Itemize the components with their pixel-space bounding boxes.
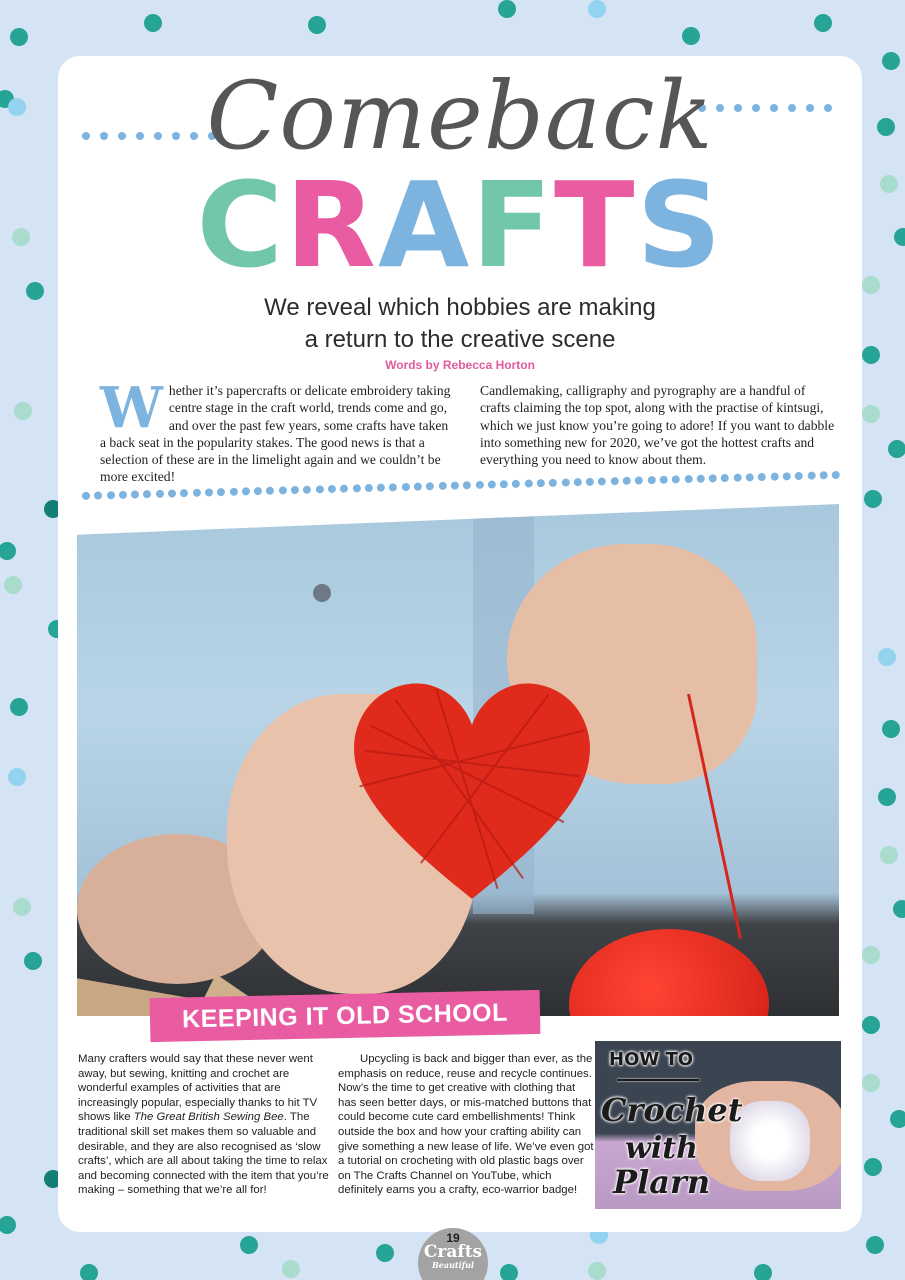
magazine-logo-sub: Beautiful: [432, 1260, 474, 1270]
polka-dot: [588, 0, 606, 18]
polka-dot: [877, 118, 895, 136]
video-thumbnail-crochet-plarn[interactable]: [595, 1041, 841, 1209]
yarn-heart-icon: [342, 674, 602, 904]
polka-dot: [878, 788, 896, 806]
intro-column-1: [100, 375, 456, 486]
intro-text: hether it’s papercrafts or delicate embroidery taking centre stage in the craft world, trends come and go, and over the past few years, some crafts have taken a back seat in the popularity stakes. The good news is that a selection of these are in the limelight again and we couldn’t be more excited!: [100, 383, 451, 485]
polka-dot: [498, 0, 516, 18]
show-title: The Great British Sewing Bee: [133, 1111, 284, 1124]
polka-dot: [4, 576, 22, 594]
polka-dot: [10, 698, 28, 716]
polka-dot: [376, 1244, 394, 1262]
polka-dot: [862, 346, 880, 364]
polka-dot: [8, 98, 26, 116]
body-column-1: Many crafters would say that these never went away, but sewing, knitting and crochet are wonderful examples of activities that are increasingly popular, especially thanks to hit TV shows like The Great British Sewing Bee. The traditional skill set makes them so valuable and desirable, and they are also recognised as ‘slow crafts’, which are all about taking the time to relax and becoming connected with the item that you’re making – something that we’re all for!: [78, 1053, 329, 1197]
polka-dot: [80, 1264, 98, 1280]
thumb-text: Crochet: [601, 1091, 743, 1129]
polka-dot: [862, 1016, 880, 1034]
title-letter: A: [378, 156, 472, 294]
page-folio: [418, 1228, 488, 1280]
title-letter: C: [196, 156, 286, 294]
polka-dot: [864, 1158, 882, 1176]
title-letter: S: [636, 156, 724, 294]
section-heading: KEEPING IT OLD SCHOOL: [150, 990, 541, 1042]
standfirst: [58, 292, 862, 356]
polka-dot: [862, 276, 880, 294]
standfirst-line: a return to the creative scene: [304, 326, 616, 353]
title-letter: T: [553, 156, 637, 294]
article-card: [58, 56, 862, 1232]
polka-dot: [862, 1074, 880, 1092]
standfirst-line: We reveal which hobbies are making: [264, 294, 656, 321]
page-number: 19: [446, 1231, 460, 1245]
byline: Words by Rebecca Horton: [385, 358, 535, 372]
polka-dot: [682, 27, 700, 45]
title-letter: F: [471, 156, 554, 294]
polka-dot: [862, 946, 880, 964]
polka-dot: [8, 768, 26, 786]
polka-dot: [308, 16, 326, 34]
polka-dot: [814, 14, 832, 32]
magazine-logo: Crafts: [423, 1242, 483, 1262]
polka-dot: [500, 1264, 518, 1280]
thumb-text: Plarn: [613, 1163, 711, 1201]
drop-cap: W: [100, 375, 163, 441]
polka-dot: [864, 490, 882, 508]
polka-dot: [10, 28, 28, 46]
polka-dot: [882, 720, 900, 738]
polka-dot: [0, 542, 16, 560]
hero-photo-yarn-heart: [77, 504, 839, 1016]
polka-dot: [754, 1264, 772, 1280]
polka-dot: [880, 846, 898, 864]
polka-dot: [14, 402, 32, 420]
title-script: Comeback: [206, 62, 714, 171]
polka-dot: [24, 952, 42, 970]
polka-dot: [26, 282, 44, 300]
polka-dot: [893, 900, 905, 918]
polka-dot: [240, 1236, 258, 1254]
thumb-text: HOW TO: [609, 1049, 694, 1070]
arrow-icon: [617, 1079, 699, 1081]
polka-dot: [888, 440, 905, 458]
polka-dot: [144, 14, 162, 32]
polka-dot: [866, 1236, 884, 1254]
polka-dot: [0, 1216, 16, 1234]
shirt-button: [313, 584, 331, 602]
polka-dot: [282, 1260, 300, 1278]
polka-dot: [894, 228, 905, 246]
polka-dot: [878, 648, 896, 666]
intro-column-2: Candlemaking, calligraphy and pyrography are a handful of crafts claiming the top spot, along with the practise of kintsugi, which we just know you’re going to adore! If you want to dabble into something new for 2020, we’ve got the hottest crafts and everything you need to know about them.: [480, 383, 835, 468]
polka-dot: [588, 1262, 606, 1280]
title-letter: R: [285, 156, 379, 294]
polka-dot: [12, 228, 30, 246]
title-crafts: [58, 156, 862, 294]
thumb-text: with: [625, 1131, 698, 1166]
polka-dot: [862, 405, 880, 423]
body-column-2: Upcycling is back and bigger than ever, as the emphasis on reduce, reuse and recycle continues. Now’s the time to get creative with clothing that has seen better days, or mis-matched buttons that could become cute card embellishments! Think outside the box and how your crafting ability can give something a new lease of life. We’ve even got a tutorial on crocheting with old plastic bags over on The Crafts Channel on YouTube, which definitely earns you a crafty, eco-warrior badge!: [338, 1053, 594, 1197]
polka-dot: [882, 52, 900, 70]
polka-dot: [880, 175, 898, 193]
polka-dot: [13, 898, 31, 916]
polka-dot: [890, 1110, 905, 1128]
